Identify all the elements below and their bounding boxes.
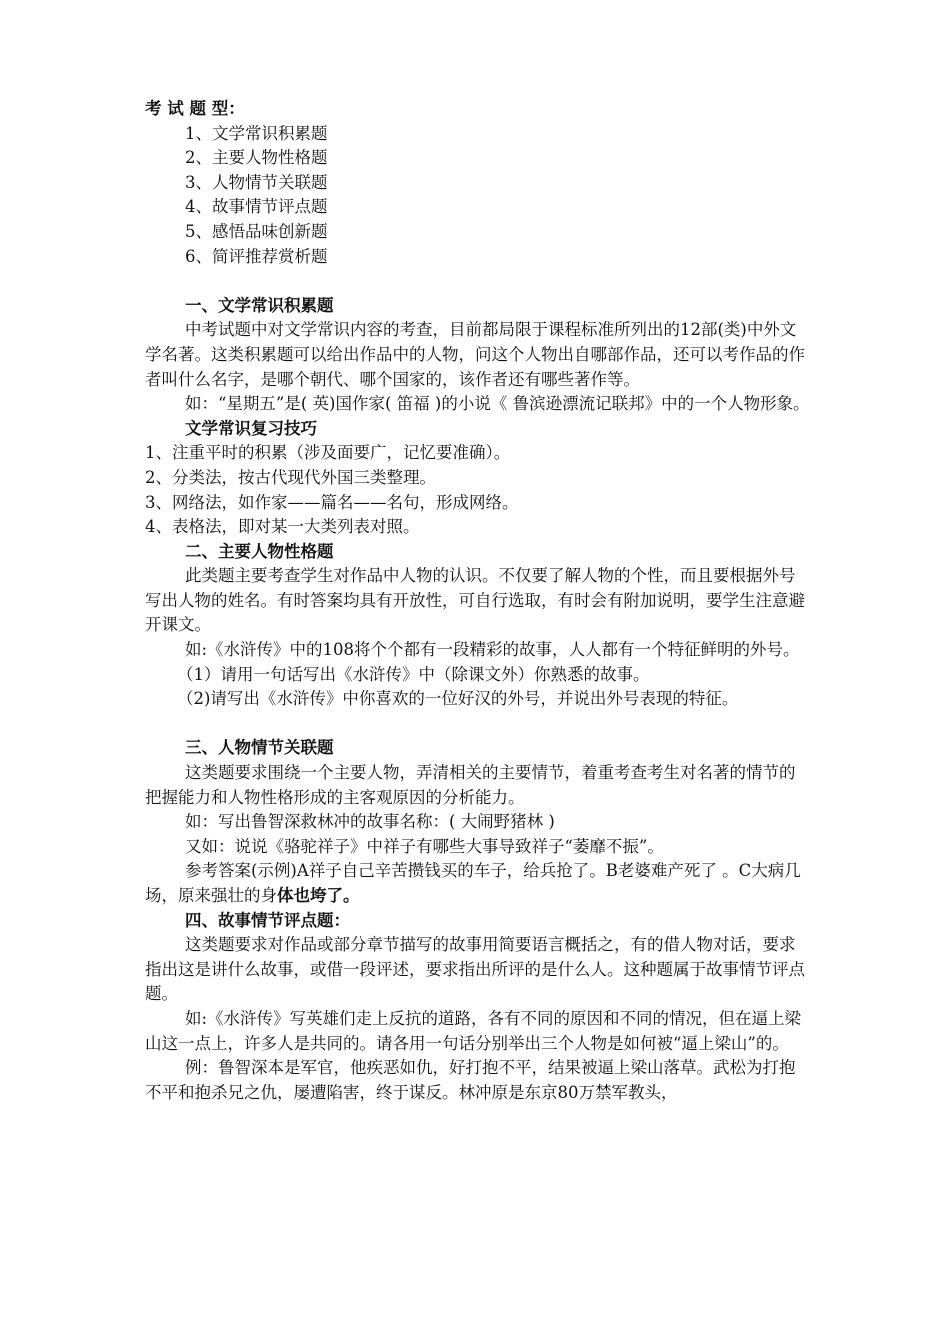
section-3-example-2: 又如：说说《骆驼祥子》中祥子有哪些大事导致祥子“萎靡不振”。 <box>185 836 664 856</box>
tip-item-1: 1、注重平时的积累（涉及面要广，记忆要准确）。 <box>145 443 511 463</box>
reference-answer-text: 参考答案(示例)A祥子自己辛苦攒钱买的车子，给兵抢了。B老婆难产死了 。C大病几场，原来强壮的身 <box>145 861 801 905</box>
spacer <box>145 269 810 294</box>
type-item-4: 4、故事情节评点题 <box>185 197 328 217</box>
reference-answer <box>145 859 810 908</box>
tip-item-3: 3、网络法，如作家——篇名——名句，形成网络。 <box>145 492 519 512</box>
type-item-2: 2、主要人物性格题 <box>185 148 328 168</box>
page-title: 考 试 题 型： <box>145 99 245 118</box>
section-1-heading: 一、文学常识积累题 <box>185 295 334 315</box>
reference-answer-bold: 体也垮了。 <box>277 886 360 905</box>
section-3-example: 如：写出鲁智深救林冲的故事名称：( 大闹野猪林 ) <box>185 812 555 832</box>
question-2: （2)请写出《水浒传》中你喜欢的一位好汉的外号，并说出外号表现的特征。 <box>177 689 739 709</box>
document-body <box>145 97 810 1105</box>
type-item-3: 3、人物情节关联题 <box>185 172 328 192</box>
tip-item-4: 4、表格法，即对某一大类列表对照。 <box>145 517 420 537</box>
tip-item-2: 2、分类法，按古代现代外国三类整理。 <box>145 467 436 487</box>
question-1: （1）请用一句话写出《水浒传》中（除课文外）你熟悉的故事。 <box>177 664 650 684</box>
section-4-example: 如:《水浒传》写英雄们走上反抗的道路，各有不同的原因和不同的情况，但在逼上梁山这一点上，许多人是共同的。请各用一句话分别举出三个人物是如何被“逼上梁山”的。 <box>145 1008 802 1053</box>
type-item-1: 1、文学常识积累题 <box>185 123 328 143</box>
type-item-5: 5、感悟品味创新题 <box>185 221 328 241</box>
section-1-paragraph: 中考试题中对文学常识内容的考查，目前都局限于课程标准所列出的12部(类)中外文学名著。这类积累题可以给出作品中的人物，问这个人物出自哪部作品，还可以考作品的作者叫什么名字，是哪个朝代、哪个国家的，该作者还有哪些著作等。 <box>145 320 805 389</box>
type-item-6: 6、简评推荐赏析题 <box>185 246 328 266</box>
section-2-heading: 二、主要人物性格题 <box>185 541 334 561</box>
section-1-example: 如：“星期五”是( 英)国作家( 笛福 )的小说《 鲁滨逊漂流记联邦》中的一个人物形象。 <box>185 394 810 414</box>
section-2-paragraph: 此类题主要考查学生对作品中人物的认识。不仅要了解人物的个性，而且要根据外号写出人物的姓名。有时答案均具有开放性，可自行选取，有时会有附加说明，要学生注意避开课文。 <box>145 566 805 635</box>
tips-heading: 文学常识复习技巧 <box>185 418 317 438</box>
section-4-sample-answer: 例：鲁智深本是军官，他疾恶如仇，好打抱不平，结果被逼上梁山落草。武松为打抱不平和抱杀兄之仇，屡遭陷害，终于谋反。林冲原是东京80万禁军教头， <box>145 1058 796 1102</box>
spacer <box>145 712 810 737</box>
section-4-heading: 四、故事情节评点题： <box>185 910 350 930</box>
section-3-paragraph: 这类题要求围绕一个主要人物，弄清相关的主要情节，着重考查考生对名著的情节的把握能力和人物性格形成的主客观原因的分析能力。 <box>145 763 796 807</box>
section-3-heading: 三、人物情节关联题 <box>185 738 334 758</box>
section-4-paragraph: 这类题要求对作品或部分章节描写的故事用简要语言概括之，有的借人物对话，要求指出这是讲什么故事，或借一段评述，要求指出所评的是什么人。这种题属于故事情节评点题。 <box>145 935 805 1004</box>
section-2-example: 如:《水浒传》中的108将个个都有一段精彩的故事，人人都有一个特征鲜明的外号。 <box>185 640 800 660</box>
